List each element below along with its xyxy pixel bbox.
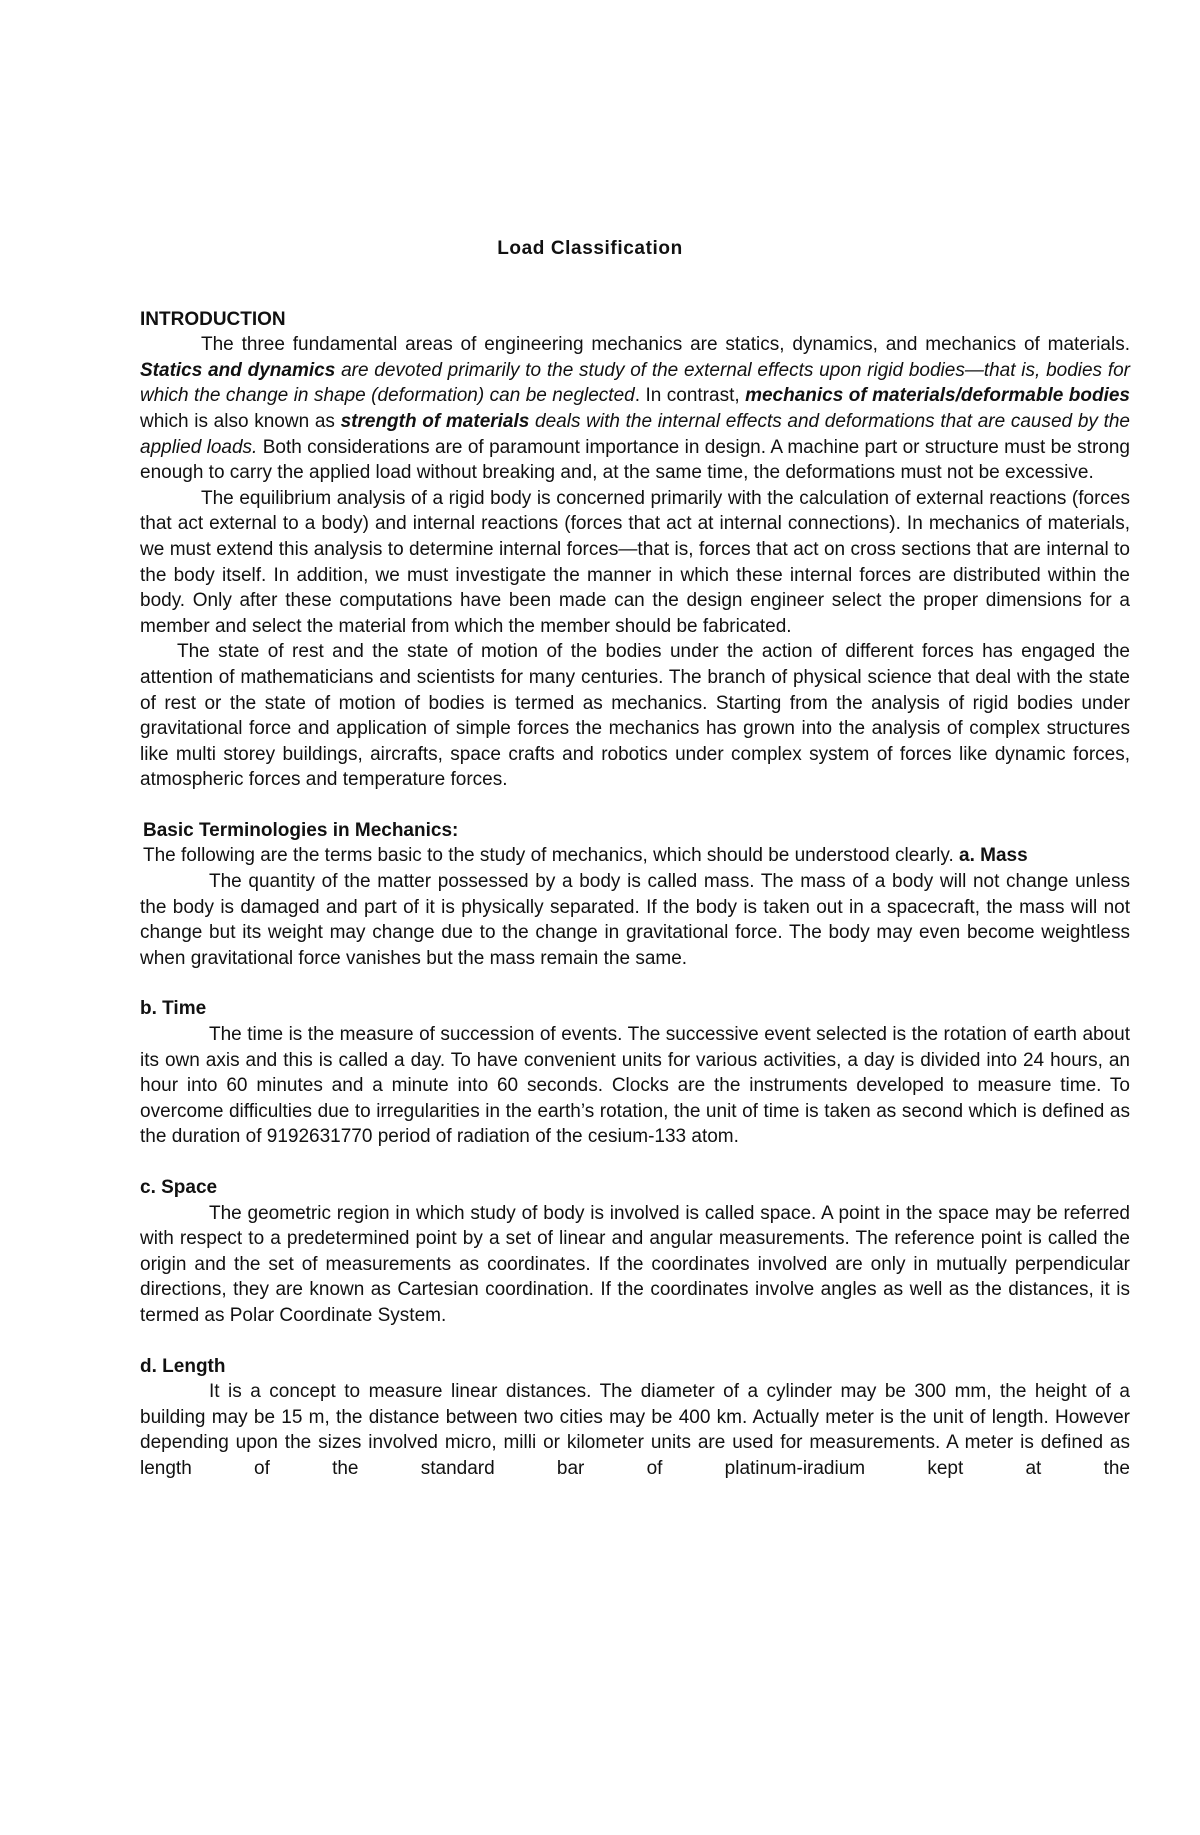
statics-dynamics-term: Statics and dynamics [140, 359, 336, 381]
section-spacer [140, 971, 1130, 996]
space-heading: c. Space [140, 1177, 218, 1198]
introduction-paragraph-3: The state of rest and the state of motion of the bodies under the action of different forces has engaged the attention of mathematicians and scientists for many centuries. The branch of physical science that deal with the state of rest or the state of motion of bodies is termed as mechanics. Starting from the analysis of rigid bodies under gravitational force and application of simple forces the mechanics has grown into the analysis of complex structures like multi storey buildings, aircrafts, space crafts and robotics under complex system of forces like dynamic forces, atmospheric forces and temperature forces. [140, 641, 1130, 791]
page-title: Load Classification [497, 238, 683, 259]
mass-paragraph: The quantity of the matter possessed by a body is called mass. The mass of a body will not change unless the body is damaged and part of it is physically separated. If the body is taken out in a spacecraft, the mass will not change but its weight may change due to the change in gravitational force. The body may even become weightless when gravitational force vanishes but the mass remain the same. [140, 871, 1130, 969]
terminologies-intro [140, 843, 1130, 869]
strength-of-materials-term: strength of materials [340, 410, 530, 432]
length-paragraph: It is a concept to measure linear distances. The diameter of a cylinder may be 300 mm, the height of a building may be 15 m, the distance between two cities may be 400 km. Actually meter is the unit of length. However depending upon the sizes involved micro, milli or kilometer units are used for measurements. A meter is defined as length of the standard bar of platinum-iradium kept at the [140, 1381, 1130, 1479]
mechanics-of-materials-term: mechanics of materials/deformable bodies [745, 385, 1130, 407]
terminologies-intro-text: The following are the terms basic to the study of mechanics, which should be understood clearly. [143, 845, 960, 867]
introduction-heading: INTRODUCTION [140, 308, 286, 330]
intro-p1-text-4: Both considerations are of paramount importance in design. A machine part or structure must be strong enough to carry the applied load without breaking and, at the same time, the deformations must not be excessive. [140, 436, 1130, 484]
intro-p1-text-1: The three fundamental areas of engineering mechanics are statics, dynamics, and mechanics of materials. [201, 334, 1130, 356]
introduction-paragraph-2: The equilibrium analysis of a rigid body is concerned primarily with the calculation of external reactions (forces that act external to a body) and internal reactions (forces that act at internal connections). In mechanics of materials, we must extend this analysis to determine internal forces—that is, forces that act on cross sections that are internal to the body itself. In addition, we must investigate the manner in which these internal forces are distributed within the body. Only after these computations have been made can the design engineer select the proper dimensions for a member and select the material from which the member should be fabricated. [140, 487, 1130, 637]
intro-p1-italic-1: are devoted primarily to the study of the external effects upon rigid bodies—that is, bodies for which the change in shape (deformation) can be neglected [140, 359, 1131, 407]
terminologies-heading: Basic Terminologies in Mechanics: [143, 819, 459, 841]
intro-p1-text-3: which is also known as [140, 410, 341, 432]
mass-heading: a. Mass [959, 845, 1028, 867]
intro-p1-text-2: . In contrast, [634, 385, 746, 407]
introduction-paragraph-1 [140, 332, 1130, 486]
time-heading: b. Time [140, 998, 207, 1020]
space-paragraph: The geometric region in which study of body is involved is called space. A point in the space may be referred with respect to a predetermined point by a set of linear and angular measurements. The reference point is called the origin and the set of measurements as coordinates. If the coordinates involved are only in mutually perpendicular directions, they are known as Cartesian coordination. If the coordinates involve angles as well as the distances, it is termed as Polar Coordinate System. [140, 1202, 1130, 1326]
document-page [140, 236, 1130, 1482]
section-spacer [140, 793, 1130, 818]
time-paragraph: The time is the measure of succession of events. The successive event selected is the rotation of earth about its own axis and this is called a day. To have convenient units for various activities, a day is divided into 24 hours, an hour into 60 minutes and a minute into 60 seconds. Clocks are the instruments developed to measure time. To overcome difficulties due to irregularities in the earth’s rotation, the unit of time is taken as second which is defined as the duration of 9192631770 period of radiation of the cesium-133 atom. [140, 1024, 1130, 1148]
section-spacer [140, 1150, 1130, 1175]
intro-p1-italic-2: deals with the internal effects and deformations that are caused by the applied loads. [140, 410, 1130, 458]
section-spacer [140, 1329, 1130, 1354]
length-heading: d. Length [140, 1355, 226, 1377]
